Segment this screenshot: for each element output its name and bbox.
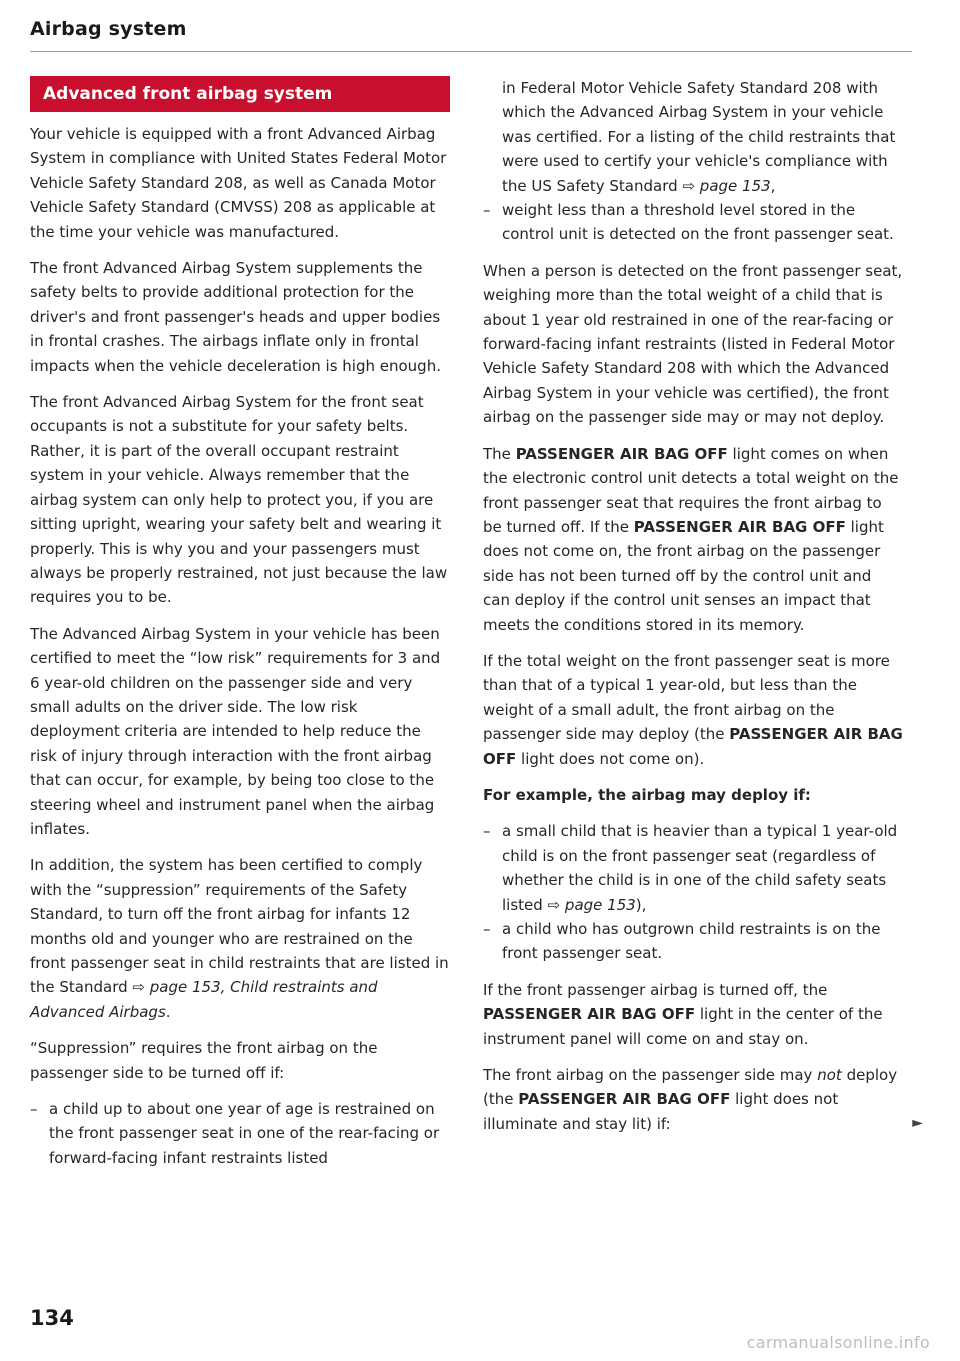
list-item [483,819,903,917]
paragraph: The front Advanced Airbag System for the front seat occupants is not a substitute for your safety belts. Rather, it is part of the overall occupant restraint system in your vehicle. Always remember that the airbag system can only help to protect you, if you are sitting upright, wearing your safety belt and wearing it properly. This is why you and your passengers must always be properly restrained, not just because the law requires you to be. [30,393,448,607]
paragraph-text: In addition, the system has been certified to comply with the “suppression” requirements of the Safety Standard, to turn off the front airbag for infants 12 months old and younger who are restrained on the front passenger seat in child restraints that are listed in the Standard [30,856,449,997]
paragraph: The front Advanced Airbag System supplements the safety belts to provide additional protection for the driver's and front passenger's heads and upper bodies in frontal crashes. The airbags inflate only in frontal impacts when the vehicle deceleration is high enough. [30,259,441,375]
left-column [30,76,450,1182]
paragraph-text: light does not illuminate and stay lit) if: [483,1090,839,1133]
warning-light-name: PASSENGER AIR BAG OFF [518,1090,731,1109]
list-item-text: a child who has outgrown child restraints is on the front passenger seat. [502,920,881,963]
page-number: 134 [30,1306,74,1330]
paragraph: “Suppression” requires the front airbag on the passenger side to be turned off if: [30,1039,378,1082]
paragraph-text: If the total weight on the front passenger seat is more than that of a typical 1 year-old, but less than the weight of a small adult, the front airbag on the passenger side may deploy (the [483,651,890,744]
watermark-text: carmanualsonline.info [746,1333,930,1352]
punctuation: ), [635,895,647,914]
punctuation: . [165,1002,171,1021]
paragraph-text: If the front passenger airbag is turned off, the [483,980,828,999]
list-item [483,917,903,966]
paragraph [483,442,903,637]
bullet-dash: – [483,201,491,220]
punctuation: , [770,176,776,195]
warning-light-name: PASSENGER AIR BAG OFF [483,1005,696,1024]
paragraph-text: The [483,444,511,463]
continue-arrow-icon: ► [912,1114,923,1131]
paragraph: Your vehicle is equipped with a front Advanced Airbag System in compliance with United States Federal Motor Vehicle Safety Standard 208, as well as Canada Motor Vehicle Safety Standard (CMVSS) 208 as applicable at the time your vehicle was manufactured. [30,125,447,241]
bullet-dash: – [483,920,491,938]
page-reference-link[interactable]: page 153 [699,176,771,195]
paragraph-text: light does not come on). [521,749,705,768]
bullet-list [30,1097,450,1170]
bullet-list [483,819,903,965]
paragraph [483,649,903,771]
header-divider [30,51,912,52]
bullet-dash: – [483,822,491,841]
paragraph-text: light comes on when the electronic control unit detects a total weight on the front passenger seat that requires the front airbag to be turned off. If the [483,444,899,536]
warning-light-name: PASSENGER AIR BAG OFF [515,444,728,463]
bullet-dash: – [30,1100,38,1119]
list-item-text: a small child that is heavier than a typical 1 year-old child is on the front passenger seat (regardless of whether the child is in one of the child safety seats listed [502,822,898,914]
page-reference-link[interactable]: page 153, Child restraints and Advanced Airbags [30,978,378,1021]
page-reference-arrow-icon: ⇨ [547,895,561,914]
page-reference-arrow-icon: ⇨ [682,176,696,195]
list-item-text: a child up to about one year of age is restrained on the front passenger seat in one of the rear-facing or forward-facing infant restraints listed [49,1100,440,1167]
paragraph-text: deploy (the [483,1066,898,1109]
paragraph: The Advanced Airbag System in your vehicle has been certified to meet the “low risk” requirements for 3 and 6 year-old children on the passenger side and very small adults on the driver side. The low risk deployment criteria are intended to help reduce the risk of injury through interaction with the front airbag that can occur, for example, by being too close to the steering wheel and instrument panel when the airbag inflates. [30,624,441,838]
list-item [483,198,903,247]
list-item-continued [483,76,903,198]
paragraph-text: The front airbag on the passenger side may [483,1066,813,1085]
section-title-banner: Advanced front airbag system [30,76,450,112]
bullet-list [483,76,903,247]
paragraph [483,978,903,1051]
paragraph [483,1063,923,1136]
warning-light-name: PASSENGER AIR BAG OFF [483,725,903,768]
list-item-text: weight less than a threshold level stored in the control unit is detected on the front passenger seat. [502,201,894,244]
emphasis-text: not [817,1066,842,1085]
page-reference-arrow-icon: ⇨ [132,978,145,997]
paragraph-text: light does not come on, the front airbag on the passenger side has not been turned off by the control unit and can deploy if the control unit senses an impact that meets the conditions stored in its memory. [483,517,884,634]
paragraph: When a person is detected on the front passenger seat, weighing more than the total weight of a child that is about 1 year old restrained in one of the rear-facing or forward-facing infant restraints (listed in Federal Motor Vehicle Safety Standard 208 with which the Advanced Airbag System in your vehicle was certified), the front airbag on the passenger side may or may not deploy. [483,261,903,427]
page-header-title: Airbag system [30,18,187,40]
list-item-text: in Federal Motor Vehicle Safety Standard 208 with which the Advanced Airbag System in your vehicle was certified. For a listing of the child restraints that were used to certify your vehicle's compliance with the US Safety Standard [502,79,896,195]
warning-light-name: PASSENGER AIR BAG OFF [633,517,846,536]
page-reference-link[interactable]: page 153 [564,895,636,914]
subheading: For example, the airbag may deploy if: [483,785,811,804]
paragraph-text: light in the center of the instrument panel will come on and stay on. [483,1005,883,1048]
right-column [483,76,923,1148]
paragraph [30,853,450,1024]
list-item [30,1097,450,1170]
